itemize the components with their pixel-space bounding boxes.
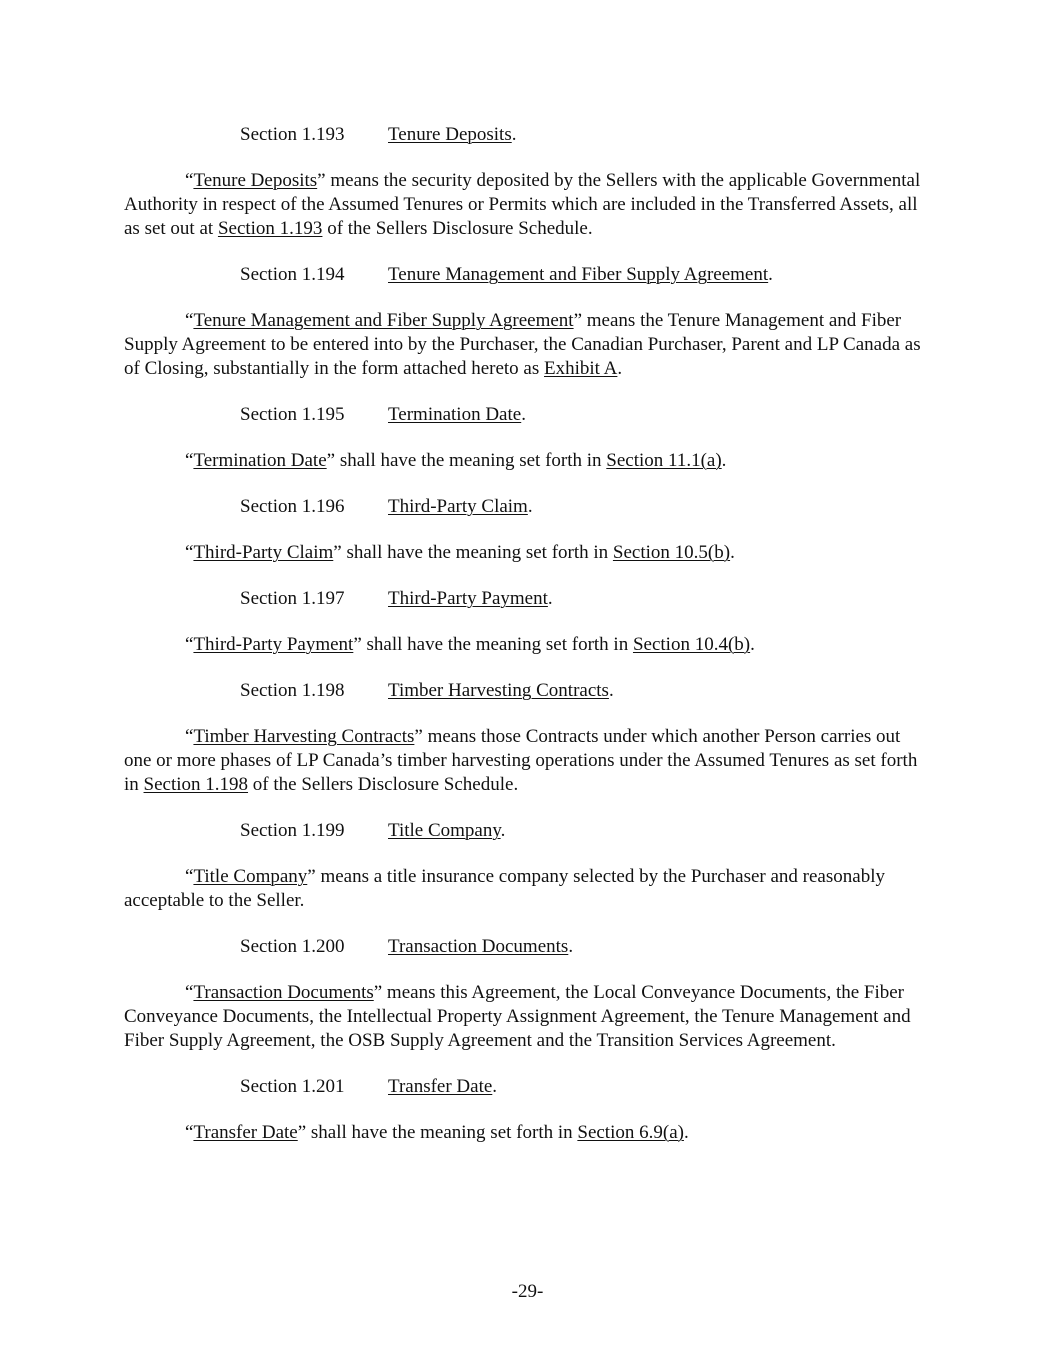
- section-number: Section 1.195: [240, 404, 345, 425]
- section-heading: Section 1.201 Transfer Date.: [240, 1074, 929, 1100]
- section-number: Section 1.201: [240, 1076, 345, 1097]
- section-number: Section 1.198: [240, 680, 345, 701]
- definition-text: ” shall have the meaning set forth in: [297, 1122, 578, 1143]
- section-heading: Section 1.194 Tenure Management and Fiber Supply Agreement.: [240, 262, 929, 288]
- page-number: -29-: [511, 1281, 544, 1302]
- cross-reference: Section 1.193: [217, 218, 323, 239]
- section-title: Timber Harvesting Contracts: [388, 680, 609, 701]
- section-number: Section 1.194: [240, 264, 345, 285]
- definition-paragraph: “Title Company” means a title insurance company selected by the Purchaser and reasonably acceptable to the Seller.: [124, 866, 885, 911]
- section-number: Section 1.196: [240, 496, 345, 517]
- definition-text: ” means those Contracts under which another Person carries out one or more phases of LP Canada’s timber harvesting operations under the Assumed Tenures as set forth in: [124, 726, 918, 795]
- definition-paragraph: “Timber Harvesting Contracts” means those Contracts under which another Person carries out one or more phases of LP Canada’s timber harvesting operations under the Assumed Tenures as set forth in Section 1.198 of the Sellers Disclosure Schedule.: [124, 726, 918, 795]
- section-heading: Section 1.196 Third-Party Claim.: [240, 494, 929, 520]
- defined-term: Transaction Documents: [193, 982, 374, 1003]
- cross-reference: Section 10.5(b): [612, 542, 731, 563]
- cross-reference: Section 11.1(a): [606, 450, 722, 471]
- defined-term: Third-Party Payment: [193, 634, 354, 655]
- defined-term: Timber Harvesting Contracts: [193, 726, 415, 747]
- definition-paragraph: “Tenure Management and Fiber Supply Agreement” means the Tenure Management and Fiber Supply Agreement to be entered into by the Purchaser, the Canadian Purchaser, Parent and LP Canada as of Closing, substantially in the form attached hereto as Exhibit A.: [124, 310, 921, 379]
- section-title: Third-Party Payment: [388, 588, 548, 609]
- section-title: Transfer Date: [388, 1076, 493, 1097]
- definition-text-end: .: [617, 358, 623, 379]
- definition-text: ” means the Tenure Management and Fiber Supply Agreement to be entered into by the Purchaser, the Canadian Purchaser, Parent and LP Canada as of Closing, substantially in the form attached hereto as: [124, 310, 921, 379]
- definition-paragraph: “Termination Date” shall have the meaning set forth in Section 11.1(a).: [185, 450, 727, 471]
- definition-text: ” shall have the meaning set forth in: [353, 634, 633, 655]
- definition-paragraph: “Third-Party Claim” shall have the meaning set forth in Section 10.5(b).: [185, 542, 735, 563]
- cross-reference: Exhibit A: [544, 358, 618, 379]
- definition-paragraph: “Tenure Deposits” means the security deposited by the Sellers with the applicable Governmental Authority in respect of the Assumed Tenures or Permits which are included in the Transferred Assets, all as set out at Section 1.193 of the Sellers Disclosure Schedule.: [124, 170, 921, 239]
- definition-text-end: .: [721, 450, 727, 471]
- section-title: Termination Date: [388, 404, 522, 425]
- section-title: Transaction Documents: [388, 936, 569, 957]
- section-heading: Section 1.195 Termination Date.: [240, 402, 929, 428]
- section-heading: Section 1.197 Third-Party Payment.: [240, 586, 929, 612]
- section-number: Section 1.200: [240, 936, 345, 957]
- defined-term: Third-Party Claim: [193, 542, 334, 563]
- defined-term: Tenure Deposits: [193, 170, 318, 191]
- section-title: Third-Party Claim: [388, 496, 528, 517]
- section-heading: Section 1.198 Timber Harvesting Contracts.: [240, 678, 929, 704]
- definition-text-end: .: [683, 1122, 689, 1143]
- section-heading: Section 1.200 Transaction Documents.: [240, 934, 929, 960]
- section-number: Section 1.199: [240, 820, 345, 841]
- defined-term: Transfer Date: [193, 1122, 298, 1143]
- definition-text-end: of the Sellers Disclosure Schedule.: [322, 218, 593, 239]
- document-page: [124, 122, 929, 1166]
- definition-paragraph: “Transaction Documents” means this Agreement, the Local Conveyance Documents, the Fiber Conveyance Documents, the Intellectual Property Assignment Agreement, the Tenure Management and Fiber Supply Agreement, the OSB Supply Agreement and the Transition Services Agreement.: [124, 982, 911, 1051]
- defined-term: Title Company: [193, 866, 308, 887]
- cross-reference: Section 6.9(a): [577, 1122, 684, 1143]
- definition-text: ” means the security deposited by the Sellers with the applicable Governmental Authority in respect of the Assumed Tenures or Permits which are included in the Transferred Assets, all as set out at: [124, 170, 921, 239]
- definition-paragraph: “Third-Party Payment” shall have the meaning set forth in Section 10.4(b).: [185, 634, 755, 655]
- definition-text-end: .: [730, 542, 735, 563]
- section-number: Section 1.197: [240, 588, 345, 609]
- cross-reference: Section 1.198: [143, 774, 249, 795]
- section-heading: Section 1.193 Tenure Deposits.: [240, 122, 929, 148]
- section-title: Title Company: [388, 820, 501, 841]
- definition-paragraph: “Transfer Date” shall have the meaning set forth in Section 6.9(a).: [185, 1122, 689, 1143]
- definition-text-end: .: [750, 634, 755, 655]
- defined-term: Tenure Management and Fiber Supply Agreement: [193, 310, 574, 331]
- defined-term: Termination Date: [193, 450, 327, 471]
- section-title: Tenure Deposits: [388, 124, 512, 145]
- section-heading: Section 1.199 Title Company.: [240, 818, 929, 844]
- definition-text: ” means a title insurance company selected by the Purchaser and reasonably acceptable to the Seller.: [124, 866, 885, 911]
- section-title: Tenure Management and Fiber Supply Agreement: [388, 264, 769, 285]
- definition-text: ” means this Agreement, the Local Conveyance Documents, the Fiber Conveyance Documents, the Intellectual Property Assignment Agreement, the Tenure Management and Fiber Supply Agreement, the OSB Supply Agreement and the Transition Services Agreement.: [124, 982, 911, 1051]
- definition-text-end: of the Sellers Disclosure Schedule.: [248, 774, 519, 795]
- section-number: Section 1.193: [240, 124, 345, 145]
- cross-reference: Section 10.4(b): [632, 634, 751, 655]
- definition-text: ” shall have the meaning set forth in: [333, 542, 613, 563]
- definition-text: ” shall have the meaning set forth in: [326, 450, 607, 471]
